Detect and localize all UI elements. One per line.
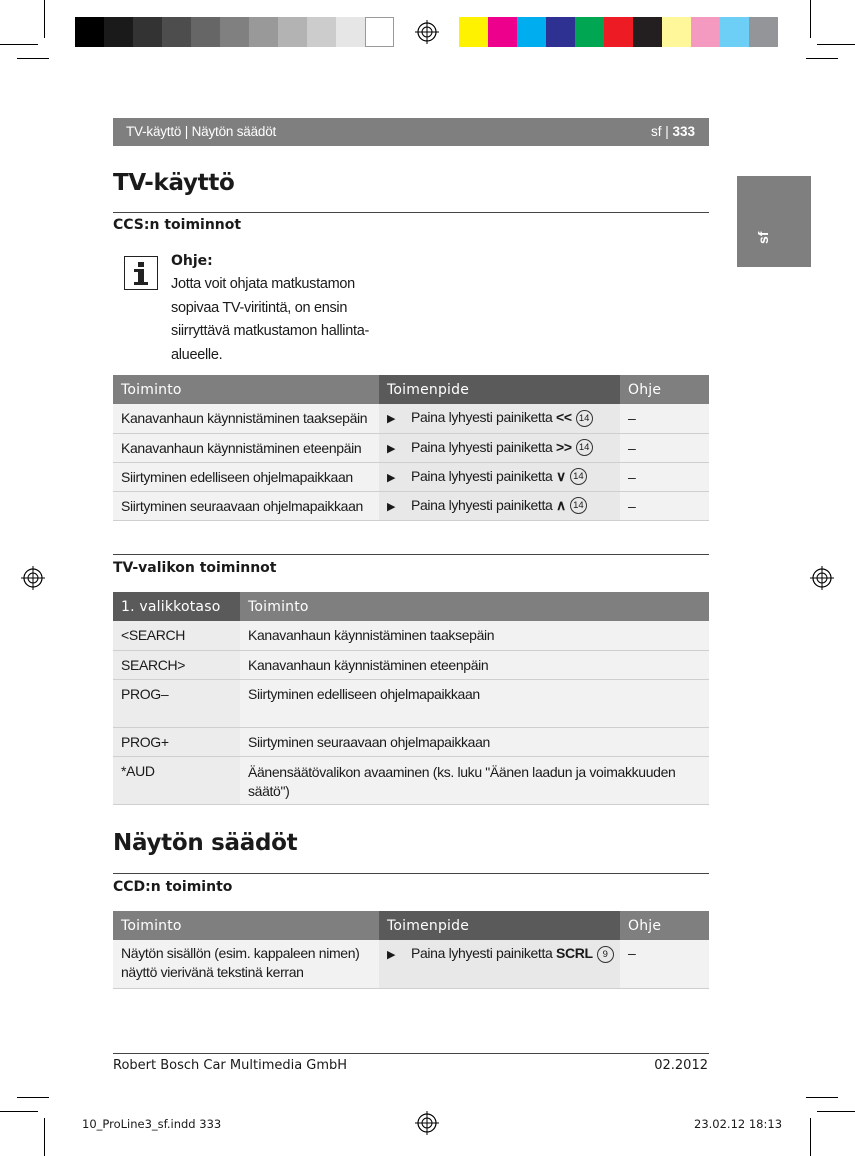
ccd-function-table (113, 911, 709, 989)
menu-level-cell: PROG– (113, 679, 240, 727)
note-cell: – (620, 404, 709, 433)
action-text: Paina lyhyesti painiketta (411, 409, 553, 426)
function-cell: Kanavanhaun käynnistäminen taaksepäin (240, 621, 709, 650)
column-header: Toimenpide (379, 375, 620, 404)
color-swatch (604, 17, 633, 47)
footer-date: 02.2012 (654, 1058, 708, 1073)
divider (113, 873, 709, 874)
color-swatch (720, 17, 749, 47)
footer-company: Robert Bosch Car Multimedia GmbH (113, 1058, 348, 1073)
table-row (113, 940, 709, 988)
divider (113, 212, 709, 213)
crop-mark (17, 58, 49, 59)
menu-level-cell: PROG+ (113, 727, 240, 756)
crop-mark (810, 1118, 811, 1156)
language-side-tab (737, 176, 811, 267)
reference-number: 9 (597, 946, 614, 963)
registration-mark-icon (810, 566, 834, 590)
color-swatch (691, 17, 720, 47)
print-slug-date: 23.02.12 18:13 (694, 1117, 783, 1131)
crop-mark (806, 58, 838, 59)
function-cell: Kanavanhaun käynnistäminen eteenpäin (113, 433, 379, 462)
table-row (113, 433, 709, 462)
action-text: Paina lyhyesti painiketta (411, 438, 553, 455)
subheading-ccd: CCD:n toiminto (113, 879, 233, 895)
color-swatch (633, 17, 662, 47)
note-text: Jotta voit ohjata matkustamon sopivaa TV-viritintä, on ensin siirryttävä matkustamon hallinta-alueelle. (171, 276, 370, 363)
registration-mark-icon (415, 20, 439, 44)
crop-mark (44, 0, 45, 38)
key-label: >> (556, 438, 572, 455)
column-header: 1. valikkotaso (113, 592, 240, 621)
function-cell: Äänensäätövalikon avaaminen (ks. luku "Äänen laadun ja voimakkuuden säätö") (240, 756, 709, 804)
table-row (113, 621, 709, 650)
column-header: Toiminto (240, 592, 709, 621)
note-cell: – (620, 462, 709, 491)
bullet-arrow-icon: ▶ (387, 949, 396, 961)
color-swatch (459, 17, 488, 47)
bullet-arrow-icon: ▶ (387, 442, 396, 455)
crop-mark (810, 0, 811, 38)
color-swatch (517, 17, 546, 47)
color-swatch (488, 17, 517, 47)
gray-swatch (278, 17, 307, 47)
function-cell: Kanavanhaun käynnistäminen taaksepäin (113, 404, 379, 433)
header-language: sf | (650, 124, 673, 139)
table-row (113, 679, 709, 727)
chevron-up-key-icon: ∧ (556, 496, 566, 513)
table-header-row (113, 375, 709, 404)
color-swatch (749, 17, 778, 47)
table-header-row (113, 911, 709, 940)
function-cell: Siirtyminen seuraavaan ohjelmapaikkaan (113, 491, 379, 520)
action-text: Paina lyhyesti painiketta (411, 945, 553, 961)
gray-swatch (104, 17, 133, 47)
note-cell: – (620, 940, 709, 988)
color-swatch (546, 17, 575, 47)
column-header: Toiminto (113, 911, 379, 940)
page-number: 333 (672, 124, 695, 139)
note-cell: – (620, 433, 709, 462)
bullet-arrow-icon: ▶ (387, 500, 396, 513)
action-text: Paina lyhyesti painiketta (411, 467, 553, 484)
header-section-title: TV-käyttö | Näytön säädöt (126, 124, 277, 139)
ccs-functions-table (113, 375, 709, 521)
menu-level-cell: <SEARCH (113, 621, 240, 650)
function-cell: Kanavanhaun käynnistäminen eteenpäin (240, 650, 709, 679)
crop-mark (806, 1097, 838, 1098)
action-cell (379, 433, 620, 462)
table-row (113, 462, 709, 491)
column-header: Toiminto (113, 375, 379, 404)
gray-swatch (75, 17, 104, 47)
gray-swatch (336, 17, 365, 47)
table-row (113, 491, 709, 520)
gray-swatch (133, 17, 162, 47)
function-cell: Siirtyminen seuraavaan ohjelmapaikkaan (240, 727, 709, 756)
crop-mark (817, 1111, 855, 1112)
reference-number: 14 (570, 468, 587, 485)
footer-divider (113, 1053, 709, 1054)
color-swatch (575, 17, 604, 47)
action-cell (379, 940, 620, 988)
tv-menu-table (113, 592, 709, 805)
table-row (113, 650, 709, 679)
crop-mark (17, 1097, 49, 1098)
key-label: << (556, 409, 572, 426)
header-page-info (651, 124, 695, 139)
table-row (113, 756, 709, 804)
table-row (113, 404, 709, 433)
reference-number: 14 (570, 497, 587, 514)
gray-swatch (365, 17, 394, 47)
gray-swatch (162, 17, 191, 47)
subheading-ccs: CCS:n toiminnot (113, 217, 242, 233)
divider (113, 554, 709, 555)
action-text: Paina lyhyesti painiketta (411, 496, 553, 513)
color-swatch (662, 17, 691, 47)
note-title: Ohje: (171, 253, 213, 269)
bullet-arrow-icon: ▶ (387, 471, 396, 484)
action-cell (379, 404, 620, 433)
registration-mark-icon (415, 1111, 439, 1135)
chevron-down-key-icon: ∨ (556, 467, 566, 484)
section-title-tv: TV-käyttö (113, 170, 235, 196)
key-label: SCRL (556, 945, 593, 961)
crop-mark (44, 1118, 45, 1156)
note-cell: – (620, 491, 709, 520)
info-icon (124, 256, 158, 290)
running-header (113, 118, 709, 146)
function-cell: Siirtyminen edelliseen ohjelmapaikkaan (240, 679, 709, 727)
section-title-display: Näytön säädöt (113, 830, 298, 856)
reference-number: 14 (576, 439, 593, 456)
table-row (113, 727, 709, 756)
menu-level-cell: SEARCH> (113, 650, 240, 679)
gray-swatch (220, 17, 249, 47)
action-cell (379, 462, 620, 491)
crop-mark (817, 44, 855, 45)
gray-swatch (191, 17, 220, 47)
language-tab-label: sf (755, 231, 771, 244)
function-cell: Näytön sisällön (esim. kappaleen nimen) näyttö vierivänä tekstinä kerran (113, 940, 379, 988)
crop-mark (0, 1111, 38, 1112)
function-cell: Siirtyminen edelliseen ohjelmapaikkaan (113, 462, 379, 491)
column-header: Toimenpide (379, 911, 620, 940)
bullet-arrow-icon: ▶ (387, 413, 396, 426)
menu-level-cell: *AUD (113, 756, 240, 804)
registration-mark-icon (21, 566, 45, 590)
reference-number: 14 (576, 410, 593, 427)
gray-swatch (307, 17, 336, 47)
column-header: Ohje (620, 375, 709, 404)
crop-mark (0, 44, 38, 45)
subheading-tv-menu: TV-valikon toiminnot (113, 560, 277, 576)
print-slug-file: 10_ProLine3_sf.indd 333 (82, 1117, 222, 1131)
action-cell (379, 491, 620, 520)
table-header-row (113, 592, 709, 621)
gray-swatch (249, 17, 278, 47)
column-header: Ohje (620, 911, 709, 940)
